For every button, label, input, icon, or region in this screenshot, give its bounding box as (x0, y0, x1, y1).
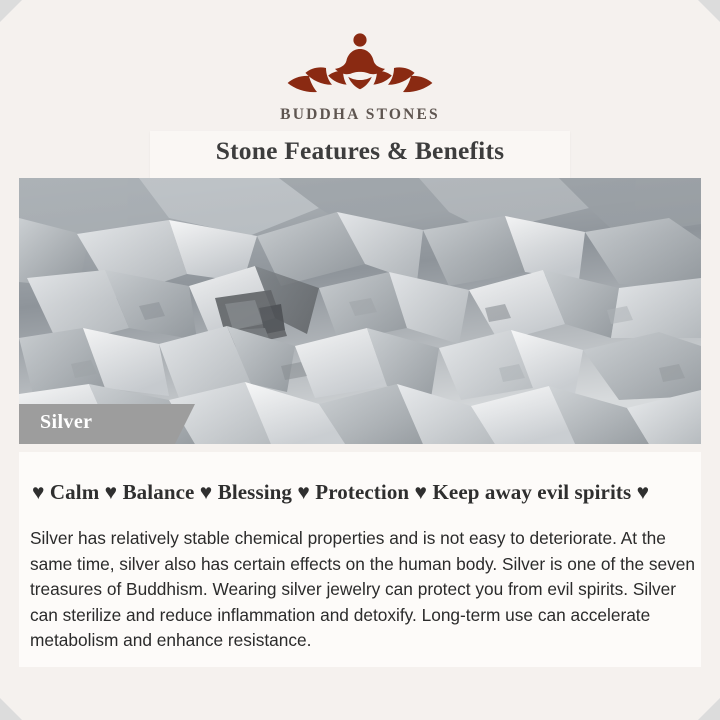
corner-wedge-bottom-left (0, 698, 22, 720)
corner-wedge-bottom-right (698, 698, 720, 720)
brand-logo (0, 24, 720, 124)
photo-caption-label: Silver (40, 411, 93, 433)
lotus-meditation-figure-icon (0, 24, 720, 102)
description-paragraph: Silver has relatively stable chemical properties and is not easy to deteriorate. At the same time, silver also has certain effects on the human body. Silver is one of the seven treasures of Buddhism. Wearing silver jewelry can protect you from evil spirits. Silver can sterilize and reduce inflammation and detoxify. Long-term use can accelerate metabolism and enhance resistance. (30, 528, 696, 650)
corner-wedge-top-left (0, 0, 22, 22)
corner-wedge-top-right (698, 0, 720, 22)
brand-name: BUDDHA STONES (280, 106, 440, 123)
benefit-keywords: ♥ Calm ♥ Balance ♥ Blessing ♥ Protection ♥ Keep away evil spirits ♥ (32, 480, 650, 504)
page-title: Stone Features & Benefits (215, 136, 505, 165)
